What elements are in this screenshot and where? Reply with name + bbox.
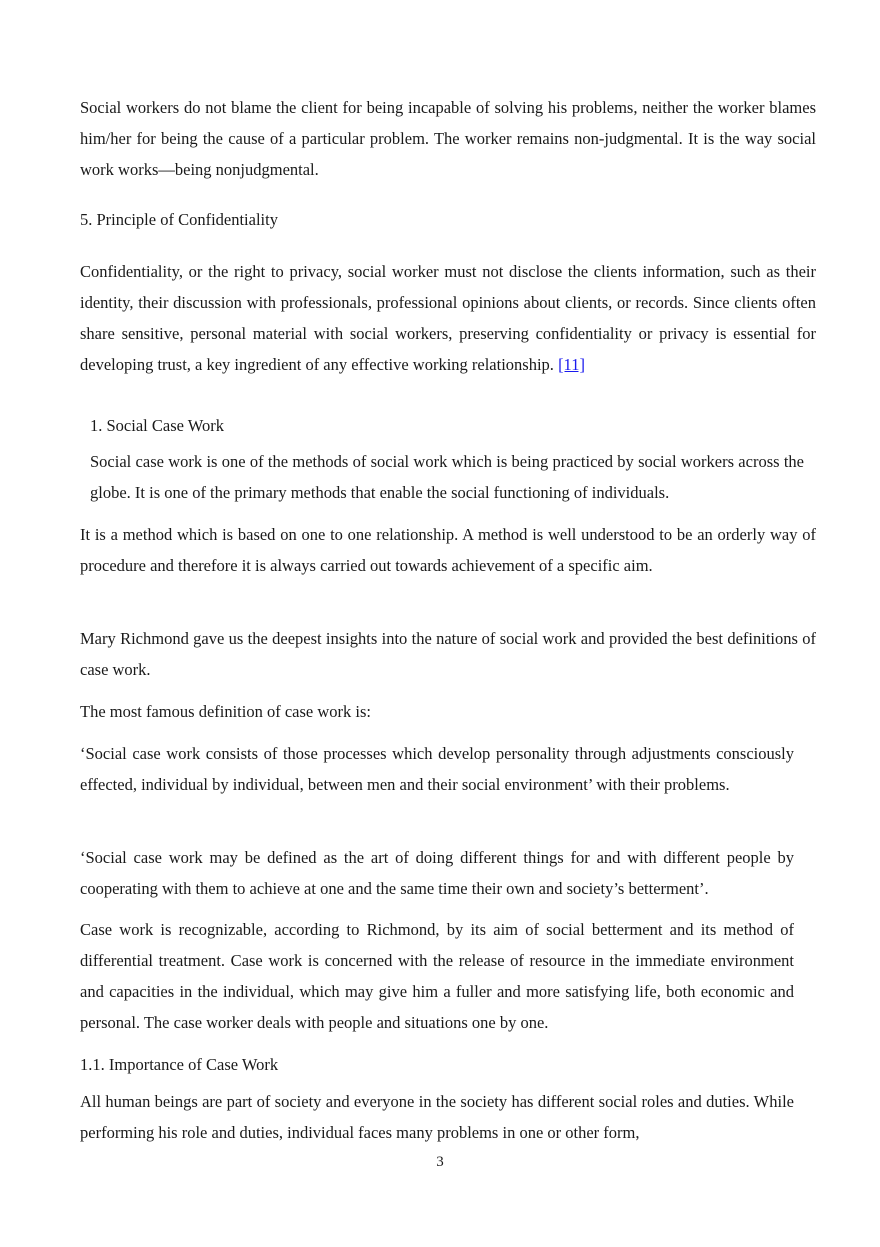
citation-link-11[interactable]: [11] — [558, 355, 585, 374]
paragraph-definition-quote-1: ‘Social case work consists of those processes which develop personality through adjustments consciously effected, individual by individual, between men and their social environment’ with their problems. — [80, 744, 794, 794]
page-number: 3 — [436, 1154, 444, 1170]
paragraph-confidentiality — [80, 256, 816, 380]
paragraph-mary-richmond: Mary Richmond gave us the deepest insights into the nature of social work and provided the best definitions of case work. — [80, 629, 816, 679]
heading-importance-of-case-work: 1.1. Importance of Case Work — [80, 1055, 279, 1074]
paragraph-richmond-recognizable: Case work is recognizable, according to Richmond, by its aim of social betterment and its method of differential treatment. Case work is concerned with the release of resource in the immediate environment and capacities in the individual, which may give him a fuller and more satisfying life, both economic and personal. The case worker deals with people and situations one by one. — [80, 920, 794, 1032]
heading-principle-of-confidentiality: 5. Principle of Confidentiality — [80, 210, 278, 229]
paragraph-case-work-method: Social case work is one of the methods of social work which is being practiced by social workers across the globe. It is one of the primary methods that enable the social functioning of individuals. — [90, 452, 804, 502]
heading-social-case-work: 1. Social Case Work — [90, 416, 225, 435]
paragraph-famous-definition-intro: The most famous definition of case work is: — [80, 702, 371, 721]
paragraph-one-to-one-relationship: It is a method which is based on one to one relationship. A method is well understood to be an orderly way of procedure and therefore it is always carried out towards achievement of a specific aim. — [80, 525, 816, 575]
paragraph-nonjudgmental: Social workers do not blame the client for being incapable of solving his problems, neither the worker blames him/her for being the cause of a particular problem. The worker remains non-judgmental. It is the way social work works—being nonjudgmental. — [80, 98, 816, 179]
paragraph-confidentiality-text: Confidentiality, or the right to privacy, social worker must not disclose the clients information, such as their identity, their discussion with professionals, professional opinions about clients, or records. Since clients often share sensitive, personal material with social workers, preserving confidentiality or privacy is essential for developing trust, a key ingredient of any effective working relationship. — [80, 262, 816, 374]
paragraph-human-beings-society: All human beings are part of society and everyone in the society has different social roles and duties. While performing his role and duties, individual faces many problems in one or other form, — [80, 1092, 794, 1142]
paragraph-definition-quote-2: ‘Social case work may be defined as the art of doing different things for and with different people by cooperating with them to achieve at one and the same time their own and society’s betterment’. — [80, 848, 794, 898]
